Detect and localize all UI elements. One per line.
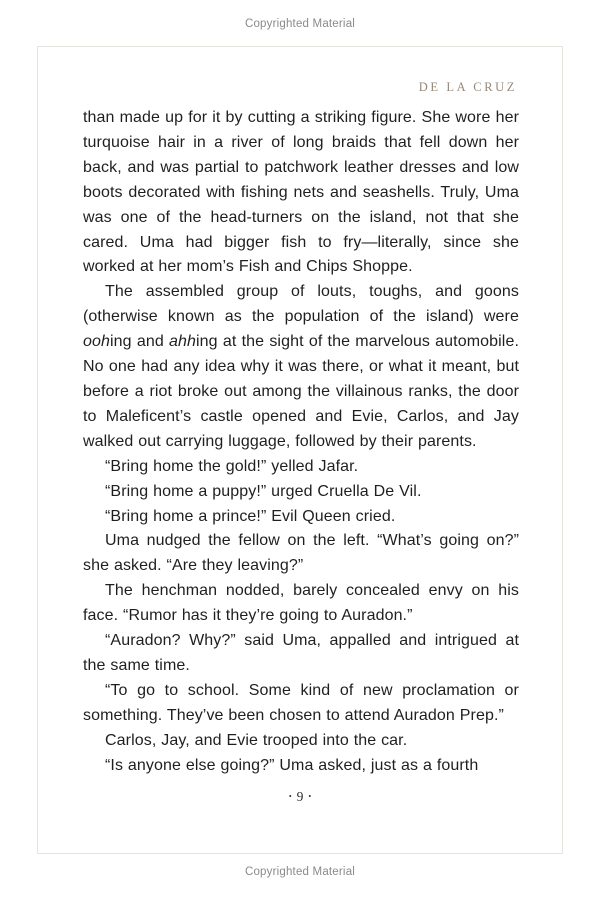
text-segment: “Is anyone else going?” Uma asked, just as a fourth <box>105 756 479 774</box>
text-segment: The henchman nodded, barely concealed envy on his face. “Rumor has it they’re going to Auradon.” <box>83 582 519 625</box>
italic-text: ooh <box>83 333 110 351</box>
body-text <box>83 106 519 778</box>
copyright-watermark-top: Copyrighted Material <box>244 18 356 30</box>
page-edge-border <box>37 46 563 854</box>
text-segment: than made up for it by cutting a striking figure. She wore her turquoise hair in a river of long braids that fell down her back, and was partial to patchwork leather dresses and low boots decorated with fishing nets and seashells. Truly, Uma was one of the head-turners on the island, not that she cared. Uma had bigger fish to fry—literally, since she worked at her mom’s Fish and Chips Shoppe. <box>83 109 519 276</box>
text-segment: “Bring home a puppy!” urged Cruella De Vil. <box>105 482 422 500</box>
running-header: DE LA CRUZ <box>418 80 517 94</box>
text-segment: Carlos, Jay, and Evie trooped into the car. <box>105 731 408 749</box>
paragraph <box>83 529 519 579</box>
page-number-value: 9 <box>296 789 304 804</box>
page-number <box>38 789 562 805</box>
paragraph <box>83 455 519 480</box>
paragraph <box>83 629 519 679</box>
text-segment: “To go to school. Some kind of new proclamation or something. They’ve been chosen to attend Auradon Prep.” <box>83 681 519 724</box>
paragraph <box>83 754 519 779</box>
text-segment: ing and <box>110 333 170 351</box>
text-segment: “Bring home the gold!” yelled Jafar. <box>105 457 359 475</box>
text-segment: “Bring home a prince!” Evil Queen cried. <box>105 507 396 525</box>
paragraph <box>83 729 519 754</box>
text-segment: “Auradon? Why?” said Uma, appalled and intrigued at the same time. <box>83 632 519 674</box>
paragraph <box>83 280 519 454</box>
copyright-watermark-bottom: Copyrighted Material <box>244 866 356 878</box>
paragraph <box>83 480 519 505</box>
paragraph <box>83 505 519 530</box>
paragraph <box>83 579 519 629</box>
italic-text: ahh <box>169 333 197 351</box>
text-segment: The assembled group of louts, toughs, and goons (otherwise known as the population of the island) were <box>83 283 519 326</box>
page-number-ornament-right: • <box>308 792 312 801</box>
paragraph <box>83 679 519 729</box>
text-segment: ing at the sight of the marvelous automobile. No one had any idea why it was there, or what it meant, but before a riot broke out among the villainous ranks, the door to Maleficent’s castle opened and Evie, Carlos, and Jay walked out carrying luggage, followed by their parents. <box>83 333 519 450</box>
paragraph <box>83 106 519 280</box>
text-segment: Uma nudged the fellow on the left. “What’s going on?” she asked. “Are they leaving?” <box>83 532 519 575</box>
page-number-ornament-left: • <box>288 792 292 801</box>
